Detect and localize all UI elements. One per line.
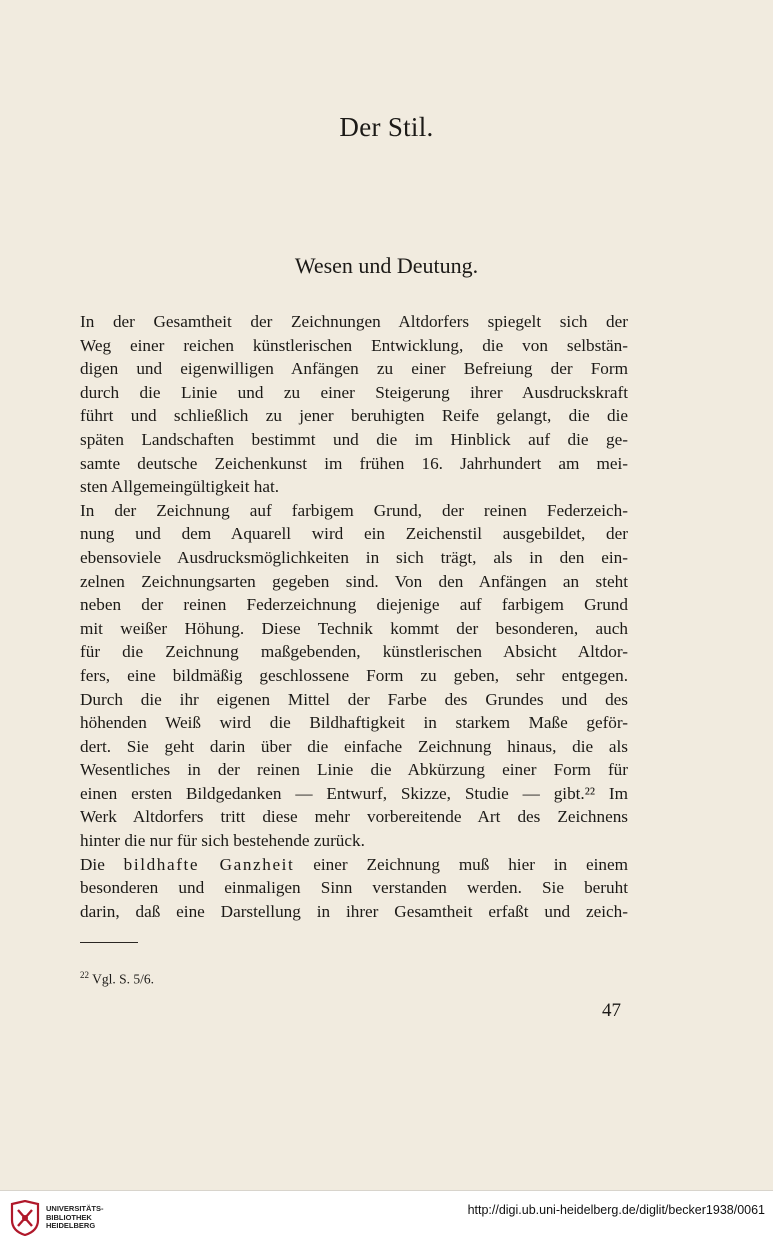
paragraph-2 [80, 499, 628, 853]
text-line: führt und schließlich zu jener beruhigten Reife gelangt, die die [80, 406, 628, 426]
library-line: UNIVERSITÄTS- [46, 1204, 104, 1213]
footnote-marker: 22 [80, 970, 89, 980]
chapter-heading: Der Stil. [339, 112, 434, 142]
footer-bar [0, 1190, 773, 1248]
paragraph-1 [80, 310, 628, 499]
text-line: neben der reinen Federzeichnung diejenige auf farbigem Grund [80, 595, 628, 615]
text-line: darin, daß eine Darstellung in ihrer Gesamtheit erfaßt und zeich- [80, 901, 628, 921]
text-fragment: Die [80, 854, 124, 874]
text-line: Durch die ihr eigenen Mittel der Farbe des Grundes und des [80, 689, 628, 709]
text-line: sten Allgemeingültigkeit hat. [80, 477, 280, 497]
text-line: ebensoviele Ausdrucksmöglichkeiten in sich trägt, als in den ein- [80, 547, 628, 567]
text-line [80, 853, 628, 877]
text-line: fers, eine bildmäßig geschlossene Form zu geben, sehr entgegen. [80, 665, 628, 685]
text-line: dert. Sie geht darin über die einfache Zeichnung hinaus, die als [80, 736, 628, 756]
footnote [80, 970, 154, 988]
text-line: Werk Altdorfers tritt diese mehr vorbereitende Art des Zeichnens [80, 807, 628, 827]
text-line: In der Zeichnung auf farbigem Grund, der reinen Federzeich- [80, 500, 628, 520]
text-fragment: einer Zeichnung muß hier in einem [294, 854, 628, 874]
library-line: BIBLIOTHEK [46, 1212, 92, 1222]
source-url-link[interactable]: http://digi.ub.uni-heidelberg.de/diglit/becker1938/0061 [467, 1203, 765, 1217]
text-line: für die Zeichnung maßgebenden, künstlerischen Absicht Altdor- [80, 642, 628, 662]
text-line: zelnen Zeichnungsarten gegeben sind. Von den Anfängen an steht [80, 571, 628, 591]
text-line: samte deutsche Zeichenkunst im frühen 16. Jahrhundert am mei- [80, 453, 628, 473]
body-text [80, 310, 628, 923]
university-logo-icon [9, 1200, 41, 1236]
page-number: 47 [602, 1000, 621, 1021]
text-line: einen ersten Bildgedanken — Entwurf, Skizze, Studie — gibt.²² Im [80, 783, 628, 803]
text-line: höhenden Weiß wird die Bildhaftigkeit in starkem Maße geför- [80, 713, 628, 733]
footnote-text: Vgl. S. 5/6. [89, 971, 155, 987]
text-line: mit weißer Höhung. Diese Technik kommt der besonderen, auch [80, 618, 628, 638]
paragraph-3 [80, 853, 628, 924]
library-line: HEIDELBERG [46, 1221, 96, 1231]
text-line: nung und dem Aquarell wird ein Zeichenstil ausgebildet, der [80, 524, 628, 544]
text-line: hinter die nur für sich bestehende zurück. [80, 831, 365, 851]
text-line: Weg einer reichen künstlerischen Entwicklung, die von selbstän- [80, 335, 628, 355]
text-line: besonderen und einmaligen Sinn verstanden werden. Sie beruht [80, 878, 628, 898]
text-line: In der Gesamtheit der Zeichnungen Altdorfers spiegelt sich der [80, 312, 628, 331]
emphasized-term: bildhafte Ganzheit [123, 854, 295, 874]
text-line: späten Landschaften bestimmt und die im Hinblick auf die ge- [80, 429, 628, 449]
footnote-divider [80, 942, 138, 943]
text-line: durch die Linie und zu einer Steigerung ihrer Ausdruckskraft [80, 382, 628, 402]
text-line: digen und eigenwilligen Anfängen zu einer Befreiung der Form [80, 359, 628, 379]
library-name [46, 1205, 104, 1231]
text-line: Wesentliches in der reinen Linie die Abkürzung einer Form für [80, 760, 628, 780]
section-heading: Wesen und Deutung. [294, 253, 479, 278]
